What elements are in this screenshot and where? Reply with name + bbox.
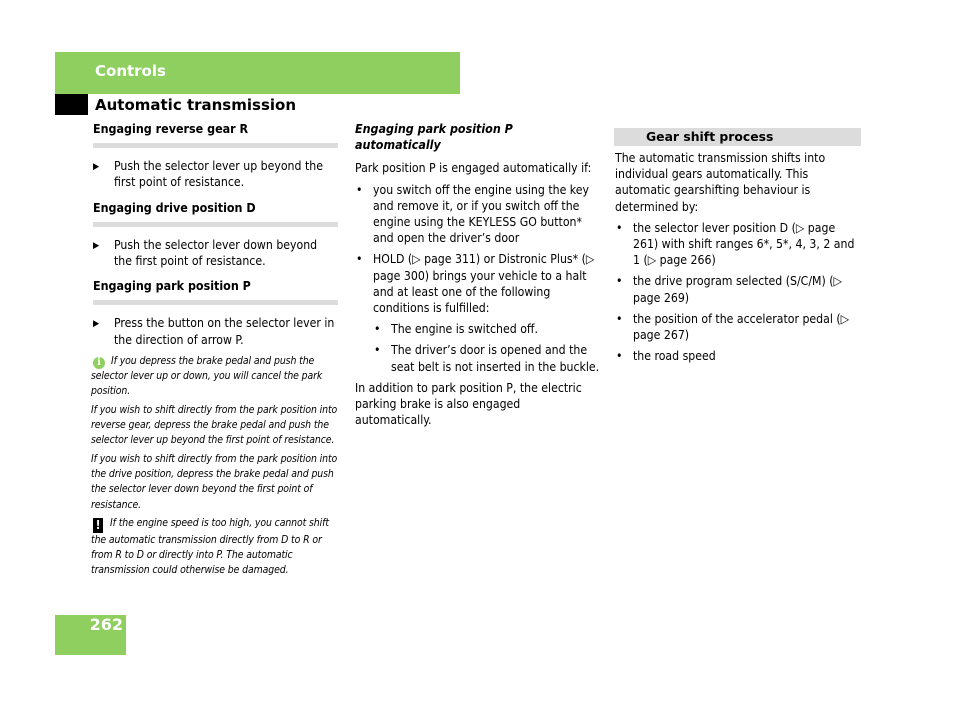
list-item: • the selector lever position D (▷ page 261) with shift ranges 6*, 5*, 4, 3, 2 and 1 (▷ page 266) bbox=[616, 220, 855, 268]
list-item: • HOLD (▷ page 311) or Distronic Plus* (▷ page 300) brings your vehicle to a halt and at least one of the following conditions is fulfilled: bbox=[356, 252, 595, 316]
chapter-title: Automatic transmission bbox=[95, 96, 296, 114]
list-item: • the drive program selected (S/C/M) (▷ page 269) bbox=[616, 274, 842, 305]
outro-text: In addition to park position P, the electric parking brake is also engaged automatically. bbox=[355, 380, 582, 428]
step-text: Press the button on the selector lever in the direction of arrow P. bbox=[114, 316, 335, 347]
arrow-bullet-icon: ▶ bbox=[93, 240, 100, 251]
page-tab bbox=[55, 615, 126, 655]
list-item: • you switch off the engine using the key and remove it, or if you switch off the engine using the KEYLESS GO button* and open the driver’s door bbox=[356, 182, 589, 246]
middle-column bbox=[355, 121, 600, 428]
section-title: Controls bbox=[95, 62, 166, 80]
bullet-icon: • bbox=[356, 182, 363, 197]
heading-gear-shift: Gear shift process bbox=[614, 128, 861, 146]
heading-reverse: Engaging reverse gear R bbox=[93, 121, 249, 136]
bullet-icon: • bbox=[374, 343, 381, 358]
step-park bbox=[93, 315, 338, 347]
info-icon: i bbox=[93, 357, 105, 369]
arrow-bullet-icon: ▶ bbox=[93, 319, 100, 330]
left-column bbox=[93, 121, 338, 582]
sub-list-item: • The engine is switched off. bbox=[374, 322, 538, 337]
bullet-icon: • bbox=[616, 274, 623, 289]
page-number: 262 bbox=[89, 615, 123, 634]
sub-list-item: • The driver’s door is opened and the seat belt is not inserted in the buckle. bbox=[374, 343, 600, 374]
heading-drive: Engaging drive position D bbox=[93, 199, 256, 215]
note-reverse-direct: If you wish to shift directly from the park position into reverse gear, depress the brake pedal and push the selector lever up beyond the first point of resistance. bbox=[91, 403, 338, 447]
bullet-icon: • bbox=[356, 252, 363, 267]
warning-icon: ! bbox=[93, 518, 103, 533]
divider bbox=[93, 222, 338, 227]
bullet-icon: • bbox=[616, 220, 623, 235]
header-marker bbox=[55, 94, 88, 115]
bullet-icon: • bbox=[374, 322, 381, 337]
heading-park-auto: Engaging park position P automatically bbox=[355, 121, 513, 153]
step-reverse bbox=[93, 158, 338, 190]
step-drive bbox=[93, 237, 338, 269]
intro-text: Park position P is engaged automatically if: bbox=[355, 161, 592, 176]
warning-note: ! If the engine speed is too high, you cannot shift the automatic transmission directly from D to R or from R to D or directly into P. The automatic transmission could otherwise be damaged. bbox=[91, 516, 329, 577]
right-column bbox=[615, 128, 861, 364]
bullet-icon: • bbox=[616, 349, 623, 364]
arrow-bullet-icon: ▶ bbox=[93, 162, 100, 173]
list-item: • the position of the accelerator pedal (▷ page 267) bbox=[616, 311, 850, 343]
divider bbox=[93, 143, 338, 148]
list-item: • the road speed bbox=[616, 349, 716, 364]
step-text: Push the selector lever up beyond the first point of resistance. bbox=[114, 159, 323, 190]
intro-text: The automatic transmission shifts into individual gears automatically. This automatic gearshifting behaviour is determined by: bbox=[615, 151, 826, 214]
bullet-icon: • bbox=[616, 311, 623, 326]
info-note: i If you depress the brake pedal and push the selector lever up or down, you will cancel the park position. bbox=[91, 354, 323, 398]
step-text: Push the selector lever down beyond the first point of resistance. bbox=[114, 237, 318, 269]
heading-park: Engaging park position P bbox=[93, 278, 251, 294]
divider bbox=[93, 300, 338, 305]
note-drive-direct: If you wish to shift directly from the park position into the drive position, depress the brake pedal and push the selector lever down beyond the first point of resistance. bbox=[91, 452, 338, 511]
